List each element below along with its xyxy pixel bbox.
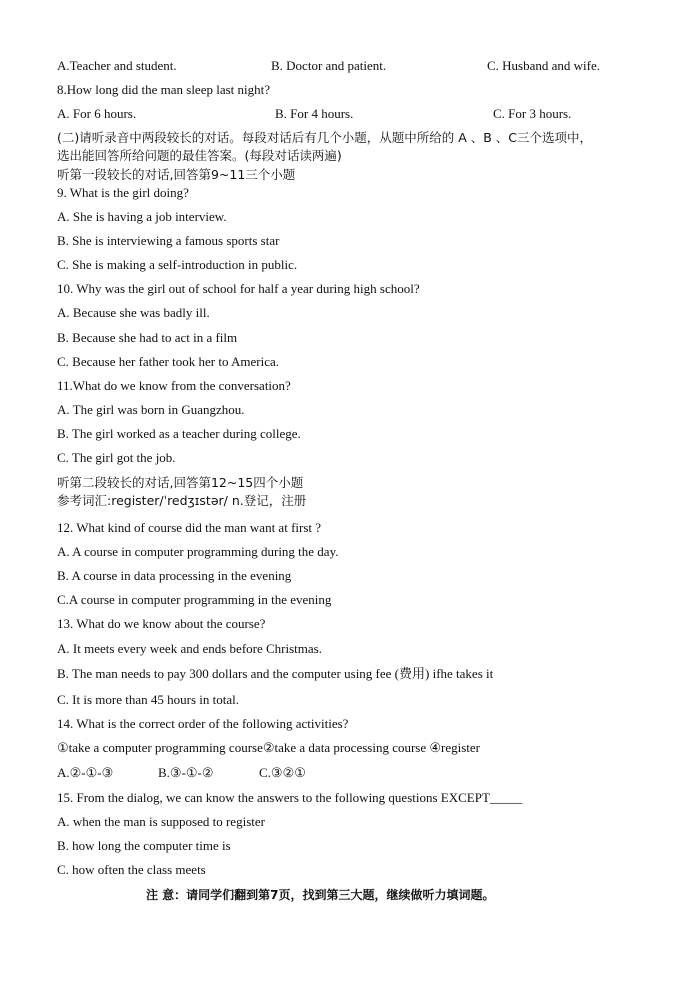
q12-question: 12. What kind of course did the man want at first ? (57, 520, 322, 535)
q10-question: 10. Why was the girl out of school for half a year during high school? (57, 281, 420, 296)
q14-activities: ①take a computer programming course②take a data processing course ④register (57, 740, 481, 755)
notice-text: 注 意：请同学们翻到第7页，找到第三大题，继续做听力填词题。 (146, 888, 495, 902)
q11-option-c: C. The girl got the job. (57, 450, 176, 465)
q11-option-a: A. The girl was born in Guangzhou. (57, 402, 245, 417)
q8-option-c: C. For 3 hours. (493, 106, 572, 121)
q7-option-a: A.Teacher and student. (57, 58, 177, 73)
q13-option-a: A. It meets every week and ends before Christmas. (57, 641, 322, 656)
q9-option-a: A. She is having a job interview. (57, 209, 227, 224)
q12-option-a: A. A course in computer programming during the day. (57, 544, 339, 559)
q11-option-b: B. The girl worked as a teacher during college. (57, 426, 301, 441)
q14-option-b: B.③-①-② (158, 765, 214, 780)
q8-option-a: A. For 6 hours. (57, 106, 137, 121)
q10-option-b: B. Because she had to act in a film (57, 330, 238, 345)
q7-option-c: C. Husband and wife. (487, 58, 601, 73)
q12-option-c: C.A course in computer programming in the evening (57, 592, 332, 607)
q15-option-b: B. how long the computer time is (57, 838, 231, 853)
q8-option-b: B. For 4 hours. (275, 106, 354, 121)
q9-option-b: B. She is interviewing a famous sports star (57, 233, 280, 248)
q11-question: 11.What do we know from the conversation? (57, 378, 291, 393)
q8-question: 8.How long did the man sleep last night? (57, 82, 271, 97)
section2-instruction-line2: 选出能回答所给问题的最佳答案。(每段对话读两遍) (57, 148, 342, 163)
q15-option-a: A. when the man is supposed to register (57, 814, 265, 829)
section2-instruction-line1: (二)请听录音中两段较长的对话。每段对话后有几个小题，从题中所给的 A 、B 、C三个选项中， (57, 130, 593, 145)
dialogue2-intro: 听第二段较长的对话,回答第12~15四个小题 (57, 475, 304, 490)
q7-option-b: B. Doctor and patient. (271, 58, 387, 73)
q14-option-a: A.②-①-③ (57, 765, 114, 780)
q15-option-c: C. how often the class meets (57, 862, 206, 877)
q10-option-a: A. Because she was badly ill. (57, 305, 210, 320)
dialogue2-vocab: 参考词汇:register/ˈredʒɪstər/ n.登记，注册 (57, 493, 307, 508)
q14-option-c: C.③②① (259, 765, 306, 780)
q10-option-c: C. Because her father took her to America. (57, 354, 279, 369)
q13-option-c: C. It is more than 45 hours in total. (57, 692, 239, 707)
q12-option-b: B. A course in data processing in the evening (57, 568, 292, 583)
q13-option-b: B. The man needs to pay 300 dollars and the computer using fee (费用) ifhe takes it (57, 666, 494, 681)
q14-question: 14. What is the correct order of the following activities? (57, 716, 349, 731)
dialogue1-intro: 听第一段较长的对话,回答第9~11三个小题 (57, 167, 296, 182)
q9-question: 9. What is the girl doing? (57, 185, 189, 200)
q13-question: 13. What do we know about the course? (57, 616, 266, 631)
q9-option-c: C. She is making a self-introduction in public. (57, 257, 298, 272)
q15-question: 15. From the dialog, we can know the answers to the following questions EXCEPT_____ (57, 790, 523, 805)
